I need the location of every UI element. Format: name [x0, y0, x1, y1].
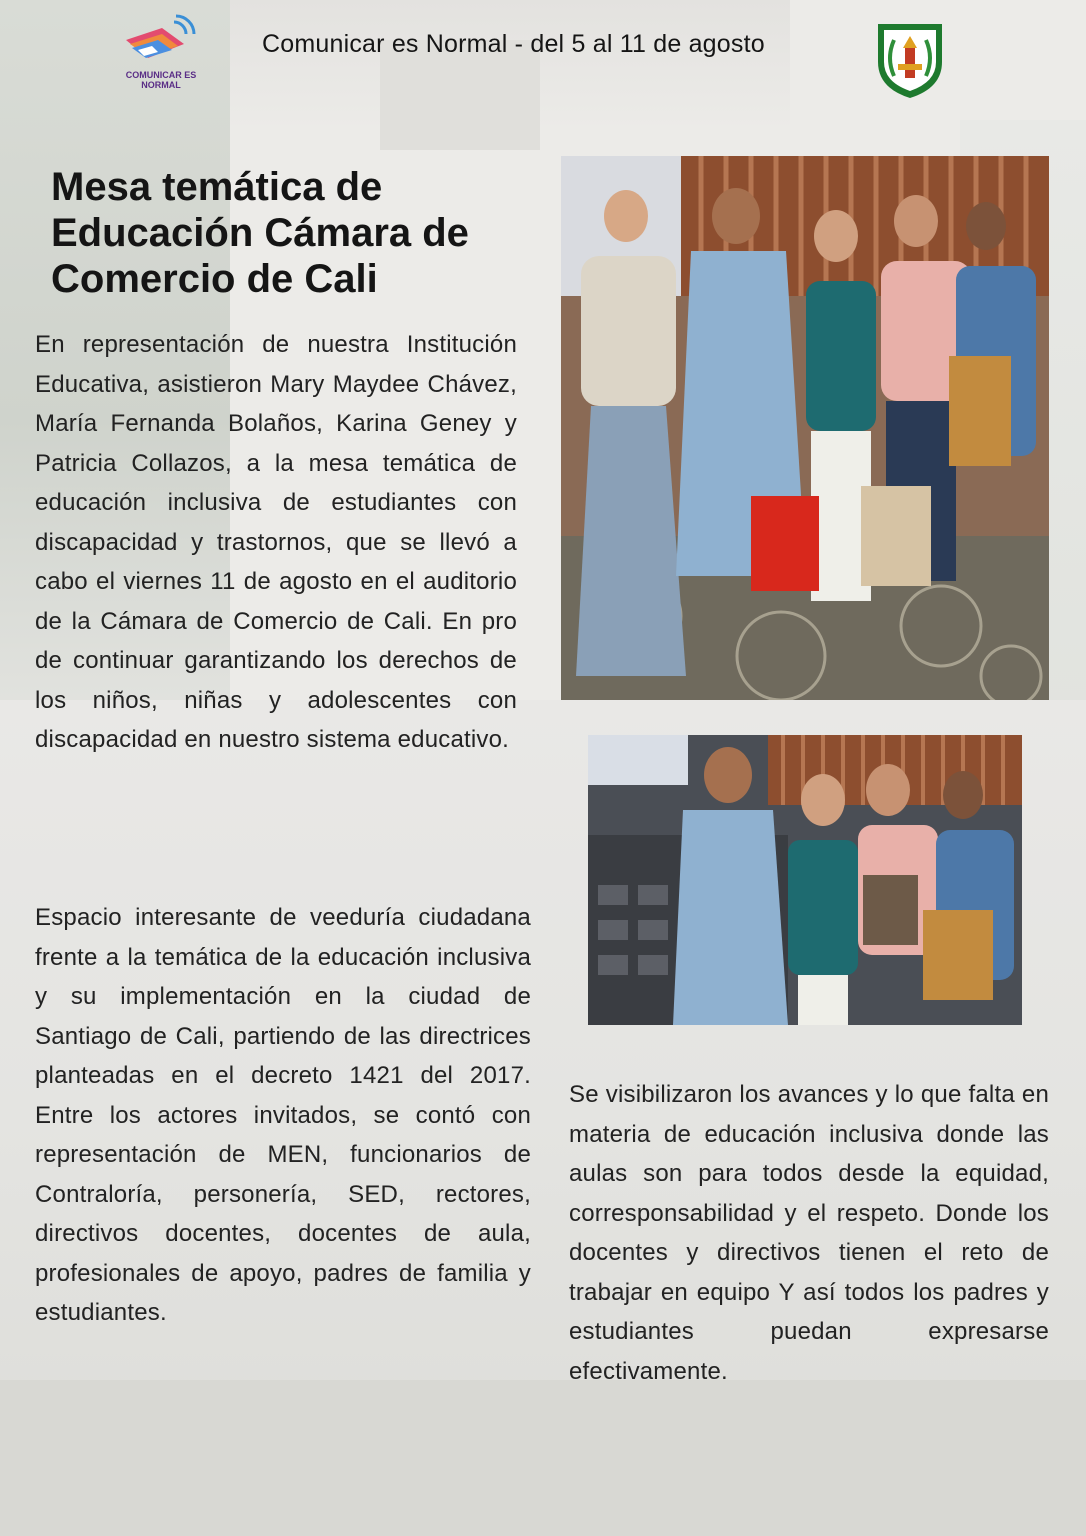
group-photo-1	[561, 156, 1049, 700]
header-title: Comunicar es Normal - del 5 al 11 de agosto	[262, 30, 765, 58]
headline: Mesa temática de Educación Cámara de Comercio de Cali	[51, 165, 469, 301]
logo-wordmark: COMUNICAR ES NORMAL	[125, 70, 197, 90]
school-crest-icon	[872, 18, 948, 100]
paragraph-conclusion: Se visibilizaron los avances y lo que falta en materia de educación inclusiva donde las aulas son para todos desde la equidad, corresponsabilidad y el respeto. Donde los docentes y directivos tienen el reto de trabajar en equipo Y así todos los padres y estudiantes puedan expresarse efectivamente.	[569, 1081, 1049, 1385]
paragraph-attendees: En representación de nuestra Institución Educativa, asistieron Mary Maydee Chávez, María Fernanda Bolaños, Karina Geney y Patricia Collazos, a la mesa temática de educación inclusiva de estudiantes con discapacidad y trastornos, que se llevó a cabo el viernes 11 de agosto en el auditorio de la Cámara de Comercio de Cali. En pro de continuar garantizando los derechos de los niños, niñas y adolescentes con discapacidad en nuestro sistema educativo.	[35, 331, 517, 753]
comunicar-es-normal-logo	[118, 14, 200, 94]
paragraph-context: Espacio interesante de veeduría ciudadana frente a la temática de la educación inclusiva y su implementación en la ciudad de Santiago de Cali, partiendo de las directrices planteadas en el decreto 1421 del 2017. Entre los actores invitados, se contó con representación de MEN, funcionarios de Contraloría, personería, SED, rectores, directivos docentes, docentes de aula, profesionales de apoyo, padres de familia y estudiantes.	[35, 904, 531, 1326]
group-photo-2	[588, 735, 1022, 1025]
